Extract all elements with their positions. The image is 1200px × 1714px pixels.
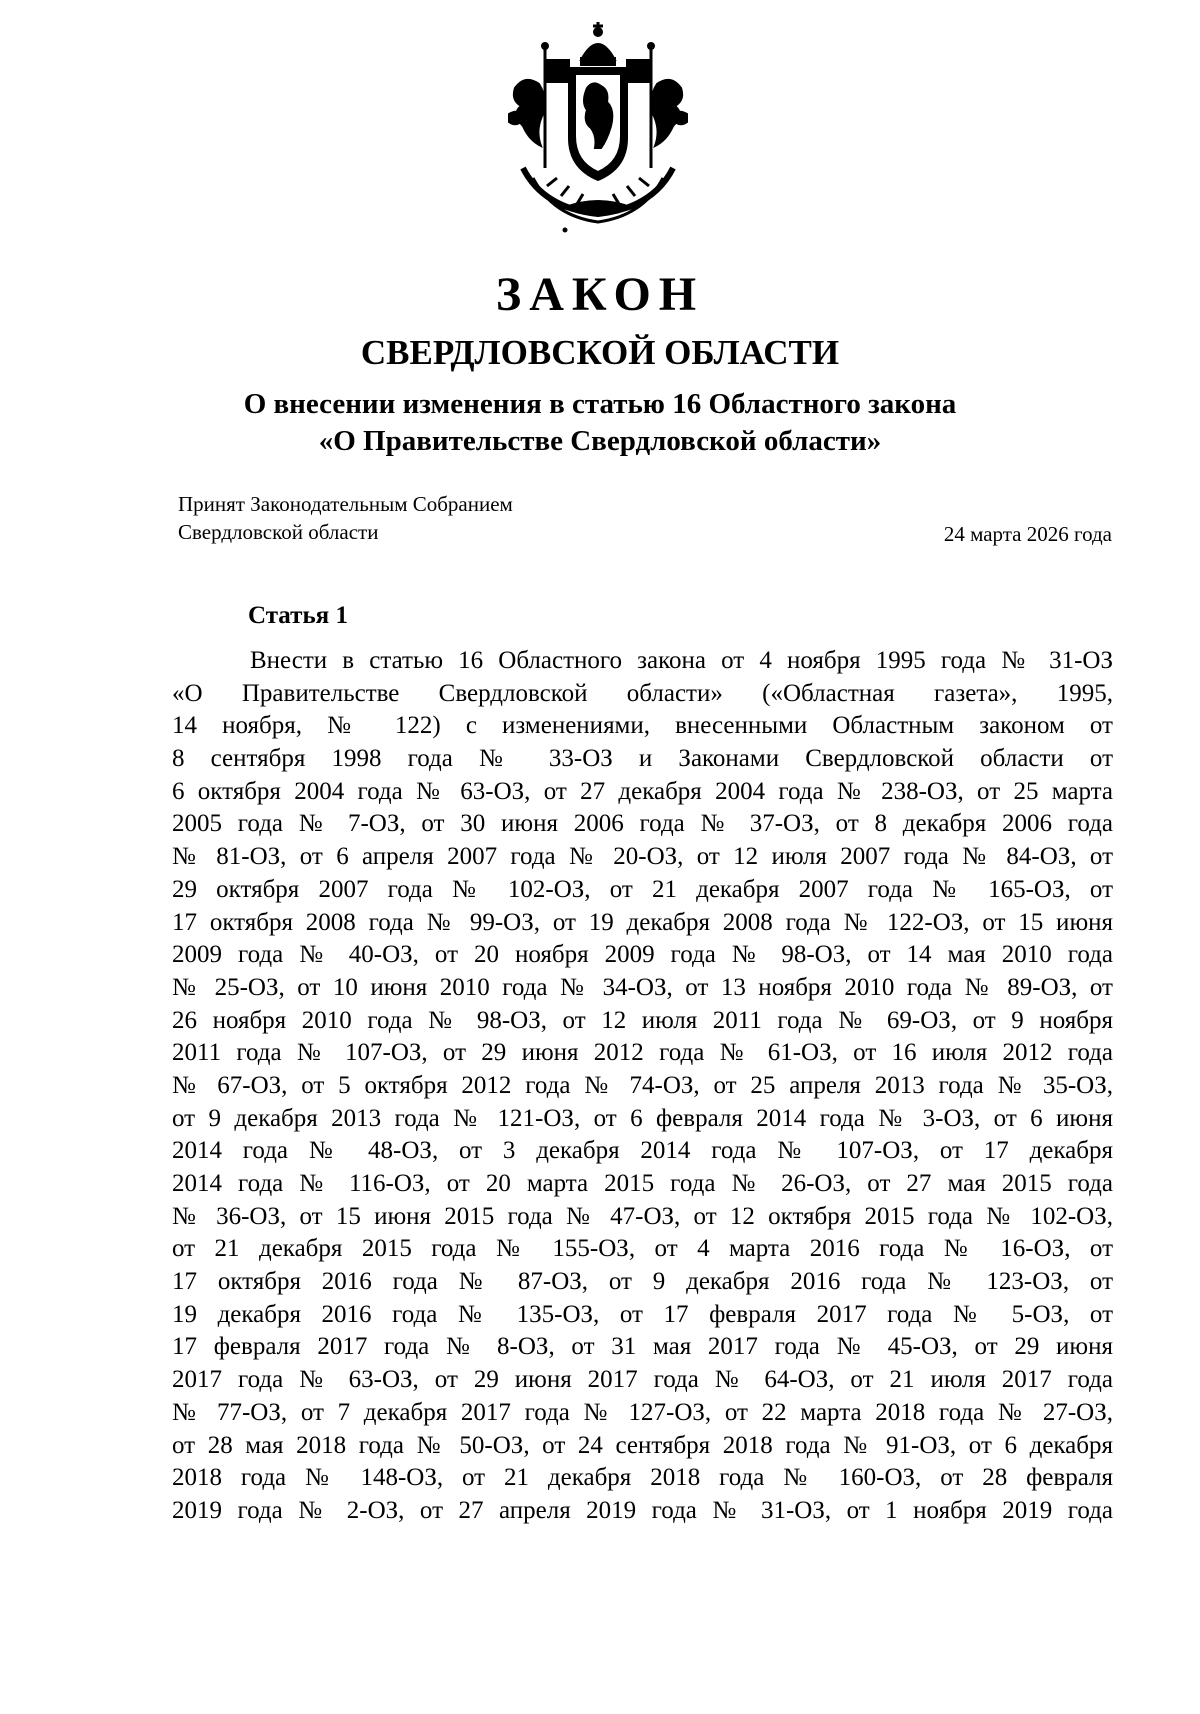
adoption-date: 24 марта 2026 года <box>943 522 1112 546</box>
article-body <box>172 645 1113 1528</box>
body-line: № 77-ОЗ, от 7 декабря 2017 года № 127-ОЗ, от 22 марта 2018 года № 27-ОЗ, <box>172 1398 1113 1426</box>
body-line: «О Правительстве Свердловской области» («Областная газета», 1995, <box>172 679 1113 707</box>
body-line: № 25-ОЗ, от 10 июня 2010 года № 34-ОЗ, от 13 ноября 2010 года № 89-ОЗ, от <box>172 973 1113 1001</box>
law-heading-line-1: О внесении изменения в статью 16 Областного закона <box>243 388 957 420</box>
body-line: № 36-ОЗ, от 15 июня 2015 года № 47-ОЗ, от 12 октября 2015 года № 102-ОЗ, <box>172 1202 1113 1230</box>
body-line: 2011 года № 107-ОЗ, от 29 июня 2012 года № 61-ОЗ, от 16 июля 2012 года <box>172 1039 1113 1067</box>
body-line: от 21 декабря 2015 года № 155-ОЗ, от 4 марта 2016 года № 16-ОЗ, от <box>172 1235 1113 1263</box>
article-title: Статья 1 <box>248 602 348 629</box>
body-line: 2018 года № 148-ОЗ, от 21 декабря 2018 года № 160-ОЗ, от 28 февраля <box>172 1464 1113 1492</box>
body-line: 8 сентября 1998 года № 33-ОЗ и Законами Свердловской области от <box>172 745 1113 773</box>
body-line: 14 ноября, № 122) с изменениями, внесенными Областным законом от <box>172 712 1113 740</box>
body-line: 2014 года № 48-ОЗ, от 3 декабря 2014 года № 107-ОЗ, от 17 декабря <box>172 1137 1113 1165</box>
body-line: 17 октября 2008 года № 99-ОЗ, от 19 декабря 2008 года № 122-ОЗ, от 15 июня <box>172 908 1113 936</box>
body-line: Внести в статью 16 Областного закона от 4 ноября 1995 года № 31-ОЗ <box>250 647 1113 674</box>
law-heading-line-2: «О Правительстве Свердловской области» <box>318 425 882 457</box>
body-line: 2019 года № 2-ОЗ, от 27 апреля 2019 года № 31-ОЗ, от 1 ноября 2019 года <box>172 1496 1113 1524</box>
law-title: ЗАКОН <box>495 268 705 321</box>
body-line: 19 декабря 2016 года № 135-ОЗ, от 17 февраля 2017 года № 5-ОЗ, от <box>172 1300 1113 1328</box>
body-line: № 81-ОЗ, от 6 апреля 2007 года № 20-ОЗ, от 12 июля 2007 года № 84-ОЗ, от <box>172 843 1113 871</box>
adoption-note-line: Принят Законодательным Собранием <box>178 492 513 516</box>
body-line: 17 февраля 2017 года № 8-ОЗ, от 31 мая 2017 года № 45-ОЗ, от 29 июня <box>172 1333 1113 1361</box>
adoption-note-line: Свердловской области <box>178 520 379 544</box>
adoption-note <box>178 490 513 546</box>
body-line: 2014 года № 116-ОЗ, от 20 марта 2015 года № 26-ОЗ, от 27 мая 2015 года <box>172 1170 1113 1197</box>
body-line: 2009 года № 40-ОЗ, от 20 ноября 2009 года № 98-ОЗ, от 14 мая 2010 года <box>172 941 1113 969</box>
body-line: 2005 года № 7-ОЗ, от 30 июня 2006 года № 37-ОЗ, от 8 декабря 2006 года <box>172 810 1113 838</box>
coat-of-arms-emblem <box>503 18 693 240</box>
body-line: 29 октября 2007 года № 102-ОЗ, от 21 декабря 2007 года № 165-ОЗ, от <box>172 875 1113 903</box>
body-line: 6 октября 2004 года № 63-ОЗ, от 27 декабря 2004 года № 238-ОЗ, от 25 марта <box>172 777 1113 805</box>
body-line: № 67-ОЗ, от 5 октября 2012 года № 74-ОЗ, от 25 апреля 2013 года № 35-ОЗ, <box>172 1071 1113 1099</box>
region-subtitle: СВЕРДЛОВСКОЙ ОБЛАСТИ <box>360 333 840 372</box>
body-line: 2017 года № 63-ОЗ, от 29 июня 2017 года № 64-ОЗ, от 21 июля 2017 года <box>172 1366 1113 1394</box>
body-line: 17 октября 2016 года № 87-ОЗ, от 9 декабря 2016 года № 123-ОЗ, от <box>172 1268 1113 1296</box>
body-line: от 9 декабря 2013 года № 121-ОЗ, от 6 февраля 2014 года № 3-ОЗ, от 6 июня <box>172 1104 1113 1132</box>
body-line: 26 ноября 2010 года № 98-ОЗ, от 12 июля 2011 года № 69-ОЗ, от 9 ноября <box>172 1006 1113 1034</box>
body-line: от 28 мая 2018 года № 50-ОЗ, от 24 сентября 2018 года № 91-ОЗ, от 6 декабря <box>172 1431 1113 1459</box>
